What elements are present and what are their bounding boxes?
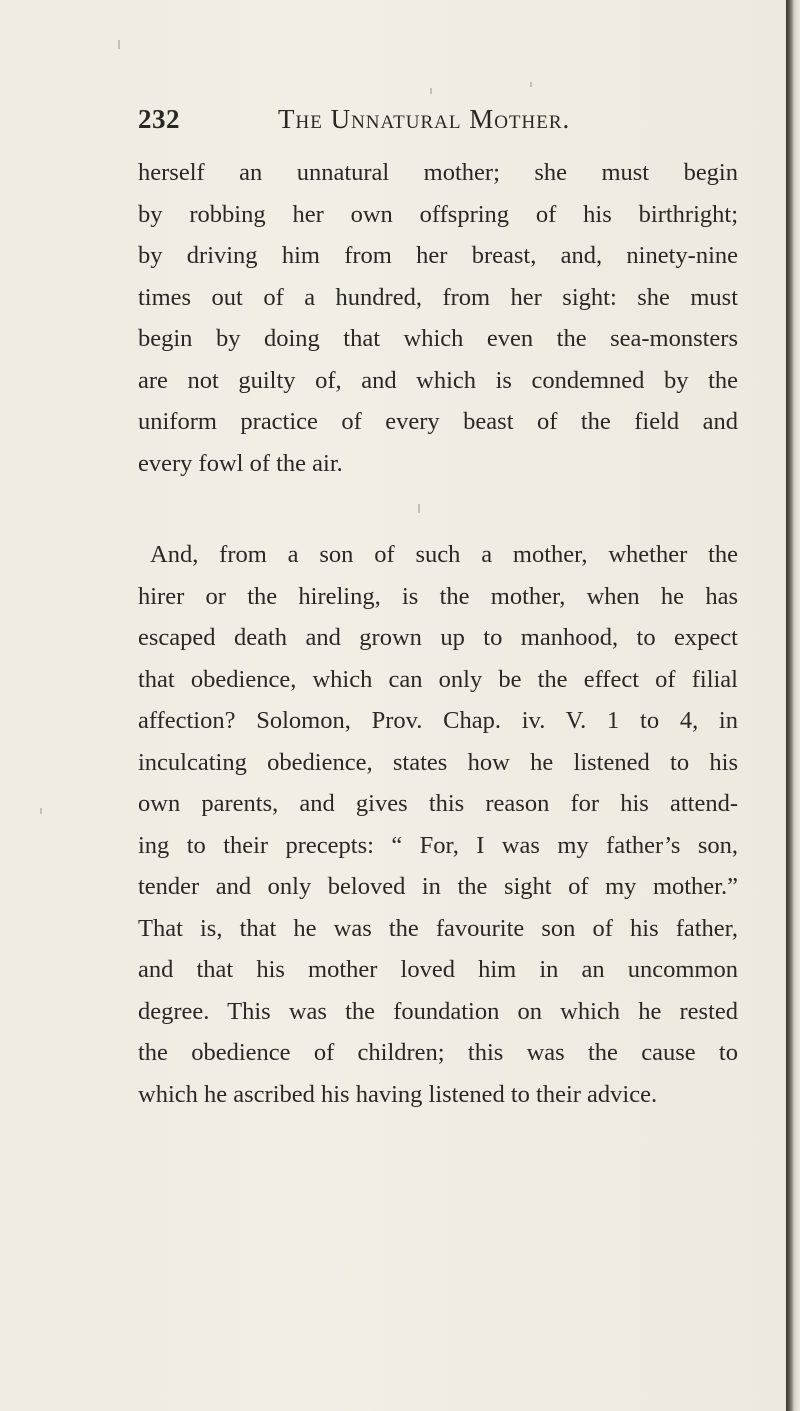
running-title: The Unnatural Mother. [278,104,571,134]
text-line: That is, that he was the favourite son of his father, [138,914,738,942]
text-line: degree. This was the foundation on which he rested [138,997,738,1025]
paragraph-2 [138,534,738,1115]
text-line: own parents, and gives this reason for his attend- [138,790,738,817]
text-line: uniform practice of every beast of the field and [138,408,738,435]
body-text [138,152,738,1115]
text-line: that obedience, which can only be the effect of filial [138,665,738,693]
text-line: hirer or the hireling, is the mother, when he has [138,582,738,610]
text-line: the obedience of children; this was the cause to [138,1039,738,1066]
text-line: escaped death and grown up to manhood, to expect [138,624,738,651]
text-line: every fowl of the air. [138,449,343,477]
text-line: and that his mother loved him in an uncommon [138,956,738,983]
text-line: by driving him from her breast, and, ninety-nine [138,242,738,269]
page-number: 232 [138,104,180,134]
text-line: begin by doing that which even the sea-monsters [138,325,738,352]
text-line: ing to their precepts: “ For, I was my father’s son, [138,831,738,859]
text-line: inculcating obedience, states how he listened to his [138,748,738,776]
page-edge [786,0,800,1411]
paragraph-1 [138,152,738,484]
paragraph-gap [138,484,738,534]
text-line: tender and only beloved in the sight of my mother.” [138,873,738,900]
text-line: affection? Solomon, Prov. Chap. iv. V. 1 to 4, in [138,707,738,734]
text-line: times out of a hundred, from her sight: she must [138,283,738,311]
text-line: herself an unnatural mother; she must begin [138,159,738,186]
text-line: are not guilty of, and which is condemned by the [138,366,738,394]
text-line: by robbing her own offspring of his birthright; [138,200,738,228]
text-line: which he ascribed his having listened to their advice. [138,1080,658,1108]
text-line: And, from a son of such a mother, whether the [150,541,738,568]
running-head [138,104,658,144]
